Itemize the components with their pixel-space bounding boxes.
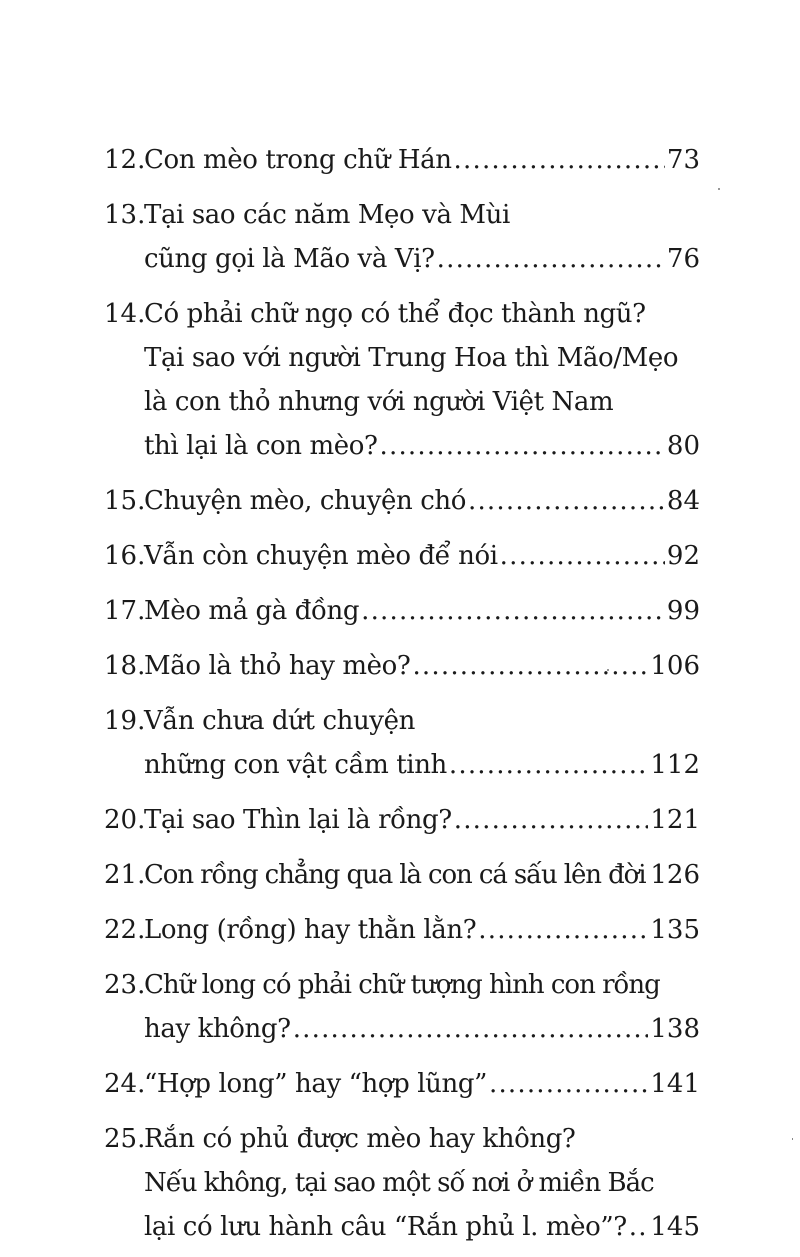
entry-number: 22. xyxy=(104,915,146,945)
dot-leader xyxy=(500,534,665,578)
entry-page-number: 73 xyxy=(666,145,700,175)
entry-number: 16. xyxy=(104,541,146,571)
entry-title: Mão là thỏ hay mèo? xyxy=(144,651,411,681)
entry-number: 14. xyxy=(104,299,146,329)
dot-leader xyxy=(468,479,665,523)
dot-leader xyxy=(437,237,665,281)
dot-leader xyxy=(380,424,665,468)
entry-page-number: 84 xyxy=(666,486,700,516)
toc-entry-24 xyxy=(104,1062,700,1106)
toc-entry-21 xyxy=(104,853,700,897)
entry-number: 21. xyxy=(104,860,146,890)
entry-title-line: thì lại là con mèo? xyxy=(144,431,378,461)
entry-number: 24. xyxy=(104,1069,146,1099)
entry-title-line: Tại sao với người Trung Hoa thì Mão/Mẹo xyxy=(144,343,679,373)
toc-entry-19 xyxy=(104,699,700,787)
entry-page-number: 138 xyxy=(650,1014,700,1044)
entry-number: 20. xyxy=(104,805,146,835)
toc-entry-14 xyxy=(104,292,700,468)
entry-page-number: 121 xyxy=(650,805,700,835)
entry-page-number: 141 xyxy=(650,1069,700,1099)
entry-title-line: hay không? xyxy=(144,1014,291,1044)
entry-title-line: lại có lưu hành câu “Rắn phủ l. mèo”? xyxy=(144,1212,627,1242)
entry-number: 12. xyxy=(104,145,146,175)
entry-title: Chuyện mèo, chuyện chó xyxy=(144,486,466,516)
toc-entry-13 xyxy=(104,193,700,281)
entry-number: 19. xyxy=(104,706,146,736)
dot-leader xyxy=(293,1007,649,1051)
entry-title-line: Có phải chữ ngọ có thể đọc thành ngũ? xyxy=(144,299,646,329)
entry-page-number: 76 xyxy=(666,244,700,274)
toc-entry-18 xyxy=(104,644,700,688)
entry-page-number: 99 xyxy=(666,596,700,626)
entry-page-number: 80 xyxy=(666,431,700,461)
print-speck xyxy=(607,669,609,671)
dot-leader xyxy=(629,1205,649,1249)
entry-title: Con rồng chẳng qua là con cá sấu lên đời xyxy=(144,860,646,890)
entry-title-line: cũng gọi là Mão và Vị? xyxy=(144,244,435,274)
entry-page-number: 145 xyxy=(650,1212,700,1242)
entry-page-number: 135 xyxy=(650,915,700,945)
entry-page-number: 106 xyxy=(650,651,700,681)
entry-title-line: Chữ long có phải chữ tượng hình con rồng xyxy=(144,970,660,1000)
entry-title-line: Nếu không, tại sao một số nơi ở miền Bắc xyxy=(144,1168,654,1198)
entry-page-number: 126 xyxy=(650,860,700,890)
dot-leader xyxy=(454,138,665,182)
dot-leader xyxy=(361,589,665,633)
dot-leader xyxy=(478,908,648,952)
dot-leader xyxy=(454,798,649,842)
table-of-contents xyxy=(104,138,700,1249)
entry-title-line: Tại sao các năm Mẹo và Mùi xyxy=(144,200,510,230)
entry-title: Long (rồng) hay thằn lằn? xyxy=(144,915,477,945)
toc-entry-25 xyxy=(104,1117,700,1249)
toc-entry-23 xyxy=(104,963,700,1051)
dot-leader xyxy=(449,743,648,787)
entry-number: 18. xyxy=(104,651,146,681)
entry-number: 23. xyxy=(104,970,146,1000)
entry-title-line: Vẫn chưa dứt chuyện xyxy=(144,706,415,736)
entry-title: Mèo mả gà đồng xyxy=(144,596,360,626)
dot-leader xyxy=(647,853,648,897)
entry-title: Con mèo trong chữ Hán xyxy=(144,145,452,175)
toc-entry-16 xyxy=(104,534,700,578)
toc-entry-12 xyxy=(104,138,700,182)
entry-title: Tại sao Thìn lại là rồng? xyxy=(144,805,452,835)
entry-page-number: 92 xyxy=(666,541,700,571)
entry-title-line: những con vật cầm tinh xyxy=(144,750,447,780)
toc-entry-17 xyxy=(104,589,700,633)
toc-entry-20 xyxy=(104,798,700,842)
entry-title: “Hợp long” hay “hợp lũng” xyxy=(144,1069,487,1099)
entry-number: 15. xyxy=(104,486,146,516)
entry-page-number: 112 xyxy=(650,750,700,780)
dot-leader xyxy=(489,1062,648,1106)
entry-number: 25. xyxy=(104,1124,146,1154)
print-speck xyxy=(718,188,720,190)
entry-title-line: là con thỏ nhưng với người Việt Nam xyxy=(144,387,614,417)
toc-entry-15 xyxy=(104,479,700,523)
entry-title-line: Rắn có phủ được mèo hay không? xyxy=(144,1124,576,1154)
toc-entry-22 xyxy=(104,908,700,952)
print-speck xyxy=(792,1138,793,1140)
entry-number: 13. xyxy=(104,200,146,230)
dot-leader xyxy=(412,644,648,688)
entry-number: 17. xyxy=(104,596,146,626)
entry-title: Vẫn còn chuyện mèo để nói xyxy=(144,541,498,571)
